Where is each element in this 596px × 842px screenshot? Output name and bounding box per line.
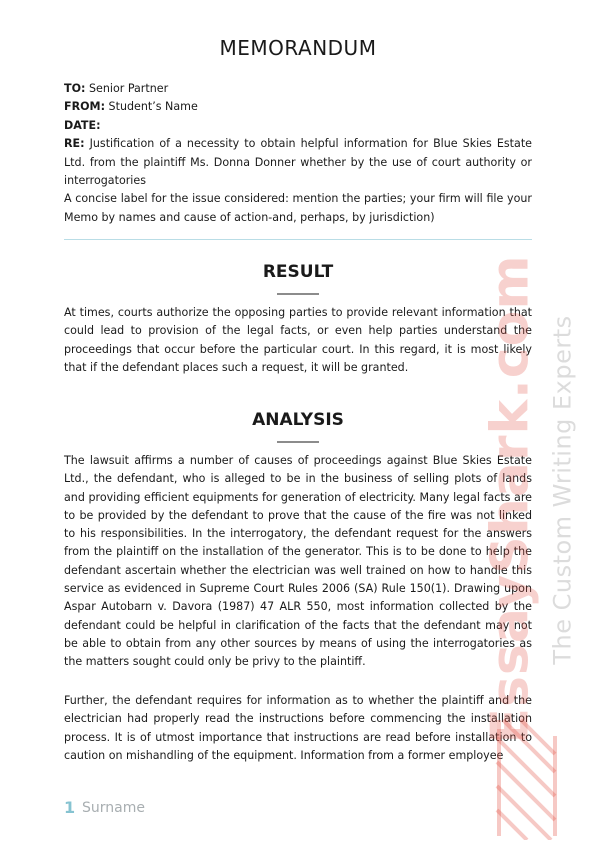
page-number: 1	[64, 798, 76, 817]
to-value: Senior Partner	[85, 82, 169, 95]
watermark-brand-text: EssayShark.com	[481, 254, 541, 744]
date-label: DATE:	[64, 118, 101, 132]
re-label: RE:	[64, 137, 85, 151]
watermark-tagline	[548, 290, 578, 690]
re-value: Justification of a necessity to obtain helpful information for Blue Skies Estate Ltd. from the plaintiff Ms. Donna Donner whether by the use of court authority or interrogatories	[64, 137, 532, 188]
header-divider	[64, 239, 532, 240]
memo-date-line	[64, 117, 532, 135]
analysis-paragraph-1: The lawsuit affirms a number of causes of proceedings against Blue Skies Estate Ltd., the defendant, who is alleged to be in the business of selling plots of lands and providing efficient equipments for generation of electricity. Many legal facts are to be provided by the defendant to prove that the cause of the fire was not linked to his responsibilities. In the interrogatory, the defendant request for the answers from the plaintiff on the installation of the generator. This is to be done to help the defendant ascertain whether the electrician was well trained on how to handle this service as evidenced in Supreme Court Rules 2006 (SA) Rule 150(1). Drawing upon Aspar Autobarn v. Davora (1987) 47 ALR 550, most information collected by the defendant could be helpful in clarification of the facts that the defendant may not be able to obtain from any other sources by means of using the interrogatories as the matters sought could only be privy to the plaintiff.	[64, 454, 532, 669]
result-heading: RESULT	[262, 262, 334, 282]
memo-note: A concise label for the issue considered: mention the parties; your firm will file your Memo by names and cause of action-and, perhaps, by jurisdiction)	[64, 192, 532, 224]
memo-to-line	[64, 80, 532, 98]
running-footer-surname: Surname	[82, 800, 145, 816]
memo-re-line	[64, 135, 532, 190]
result-heading-underline	[277, 293, 319, 295]
memo-from-line	[64, 98, 532, 116]
to-label: TO:	[64, 82, 86, 95]
memo-header	[64, 80, 532, 227]
from-label: FROM:	[64, 100, 106, 114]
result-paragraph: At times, courts authorize the opposing parties to provide relevant information that could lead to provision of the legal facts, or even help parties understand the proceedings that occur before the particular court. In this regard, it is most likely that if the defendant places such a request, it will be granted.	[64, 306, 532, 374]
analysis-heading-underline	[277, 441, 319, 443]
from-value: Student’s Name	[105, 100, 198, 114]
page-title: MEMORANDUM	[219, 36, 377, 60]
watermark-tagline-text: The Custom Writing Experts	[549, 315, 578, 665]
analysis-heading: ANALYSIS	[252, 410, 344, 430]
analysis-paragraph-2: Further, the defendant requires for information as to whether the plaintiff and the electrician had properly read the instructions before commencing the installation process. It is of utmost importance that instructions are read before installation to caution on mishandling of the equipment. Information from a former employee	[64, 694, 532, 762]
